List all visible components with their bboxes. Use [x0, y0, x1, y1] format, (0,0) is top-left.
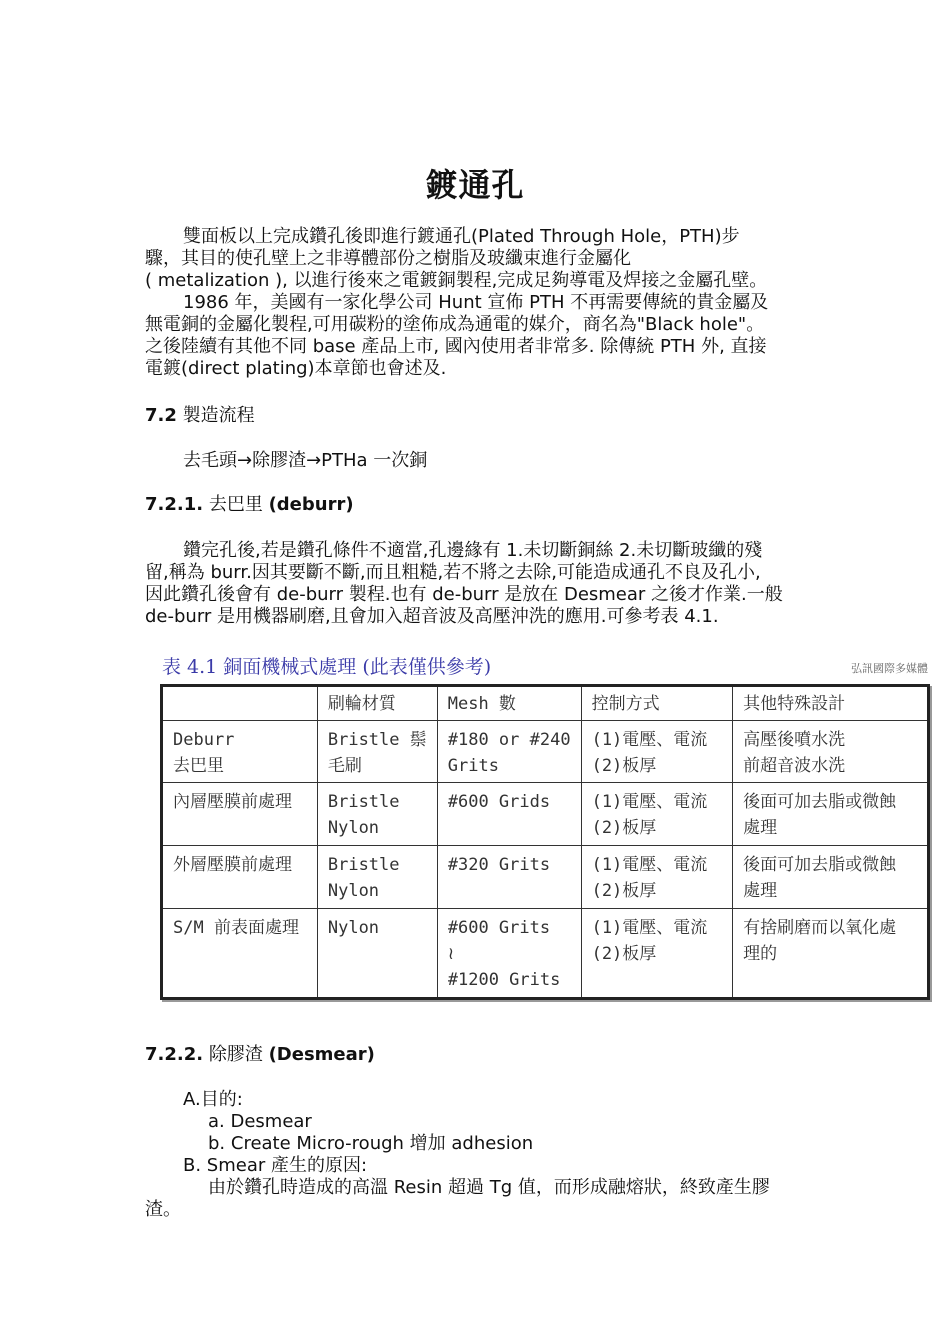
- header-cell: [162, 686, 318, 721]
- list-label-a: A.目的:: [183, 1089, 243, 1110]
- text-line: ( metalization ), 以進行後來之電鍍銅製程,完成足夠導電及焊接之金屬孔壁。: [145, 270, 768, 291]
- table-cell: [162, 720, 318, 783]
- header-cell: 刷輪材質: [317, 686, 437, 721]
- text-line: 因此鑽孔後會有 de-burr 製程.也有 de-burr 是放在 Desmear 之後才作業.一般: [145, 584, 783, 605]
- text-line: 之後陸續有其他不同 base 產品上市, 國內使用者非常多. 除傳統 PTH 外, 直接: [145, 336, 767, 357]
- cell-text: 理的: [743, 943, 778, 964]
- cell-text: (1)電壓、電流: [591, 917, 708, 938]
- cell-text: #600 Grits: [447, 917, 551, 938]
- table-cell: [437, 720, 581, 783]
- process-flow: 去毛頭→除膠渣→PTHa 一次銅: [183, 450, 428, 471]
- cell-text: #180 or #240: [447, 729, 571, 750]
- table-cell: [581, 783, 733, 846]
- page-title: 鍍通孔: [425, 166, 525, 204]
- table-cell: [317, 908, 437, 998]
- section-number: 7.2.2.: [145, 1044, 204, 1065]
- section-title-en: (deburr): [268, 494, 354, 515]
- text-line: 鑽完孔後,若是鑽孔條件不適當,孔邊緣有 1.未切斷銅絲 2.未切斷玻纖的殘: [183, 540, 763, 561]
- cell-text: (1)電壓、電流: [591, 729, 708, 750]
- cell-text: (2)板厚: [591, 818, 657, 839]
- cell-text: 前超音波水洗: [743, 755, 846, 776]
- section-heading-7-2-1: [145, 494, 354, 516]
- table-cell: [162, 846, 318, 909]
- cell-text: ≀: [447, 943, 455, 964]
- table-caption: 表 4.1 銅面機械式處理 (此表僅供參考): [162, 656, 492, 678]
- cell-text: 高壓後噴水洗: [743, 729, 846, 750]
- header-cell: 其他特殊設計: [733, 686, 929, 721]
- section-title-cn: 去巴里: [208, 494, 263, 515]
- cell-text: Bristle 鬃: [327, 729, 427, 750]
- copper-mechanical-treatment-table: [160, 684, 930, 1000]
- cell-text: 外層壓膜前處理: [173, 855, 292, 876]
- cell-text: Bristle: [327, 855, 400, 876]
- table-cell: [733, 783, 929, 846]
- cell-text: S/M 前表面處理: [173, 917, 299, 938]
- section-heading-7-2: [145, 405, 255, 427]
- table-cell: [317, 846, 437, 909]
- table-cell: [437, 846, 581, 909]
- list-label-b: B. Smear 產生的原因:: [183, 1155, 368, 1176]
- cell-text: 去巴里: [173, 755, 224, 776]
- cell-text: 後面可加去脂或微蝕: [743, 855, 897, 876]
- cell-text: Nylon: [327, 917, 380, 938]
- text-line: 渣。: [145, 1199, 181, 1220]
- intro-paragraph-2: [145, 292, 825, 380]
- cell-text: (1)電壓、電流: [591, 792, 708, 813]
- list-item: b. Create Micro-rough 增加 adhesion: [208, 1133, 534, 1154]
- table-cell: [581, 720, 733, 783]
- text-line: 無電銅的金屬化製程,可用碳粉的塗佈成為通電的媒介，商名為"Black hole"。: [145, 314, 765, 335]
- table-cell: [733, 908, 929, 998]
- text-line: 雙面板以上完成鑽孔後即進行鍍通孔(Plated Through Hole，PTH)步: [183, 226, 740, 247]
- text-line: 1986 年，美國有一家化學公司 Hunt 宣佈 PTH 不再需要傳統的貴金屬及: [183, 292, 769, 313]
- cell-text: #1200 Grits: [447, 969, 561, 990]
- table-cell: [162, 783, 318, 846]
- table-cell: [437, 783, 581, 846]
- table-credit: 弘訊國際多媒體: [851, 662, 928, 675]
- table-cell: [317, 783, 437, 846]
- text-line: de-burr 是用機器刷磨,且會加入超音波及高壓沖洗的應用.可參考表 4.1.: [145, 606, 719, 627]
- section-title: 製造流程: [182, 405, 255, 426]
- intro-paragraph-1: [145, 226, 825, 292]
- table-row: [162, 720, 929, 783]
- table-header-row: [162, 686, 929, 721]
- table-cell: [437, 908, 581, 998]
- deburr-paragraph: [145, 540, 825, 628]
- table-row: [162, 846, 929, 909]
- cell-text: Nylon: [327, 818, 380, 839]
- list-item: a. Desmear: [208, 1111, 312, 1132]
- cell-text: (1)電壓、電流: [591, 855, 708, 876]
- cell-text: Deburr: [173, 729, 235, 750]
- cell-text: Grits: [447, 755, 499, 776]
- section-number: 7.2.1.: [145, 494, 204, 515]
- header-cell: Mesh 數: [437, 686, 581, 721]
- cell-text: 有捨刷磨而以氧化處: [743, 917, 897, 938]
- section-heading-7-2-2: [145, 1044, 375, 1066]
- table-cell: [733, 720, 929, 783]
- cell-text: 毛刷: [327, 755, 362, 776]
- cell-text: #600 Grids: [447, 792, 551, 813]
- header-cell: 控制方式: [581, 686, 733, 721]
- cell-text: (2)板厚: [591, 943, 657, 964]
- table-cell: [317, 720, 437, 783]
- cell-text: Bristle: [327, 792, 400, 813]
- cell-text: 處理: [743, 818, 778, 839]
- desmear-list: [145, 1089, 825, 1221]
- section-number: 7.2: [145, 405, 177, 426]
- table-cell: [581, 908, 733, 998]
- cell-text: 處理: [743, 881, 778, 902]
- cell-text: (2)板厚: [591, 755, 657, 776]
- text-line: 驟，其目的使孔壁上之非導體部份之樹脂及玻纖束進行金屬化: [145, 248, 631, 269]
- cell-text: 後面可加去脂或微蝕: [743, 792, 897, 813]
- cell-text: (2)板厚: [591, 881, 657, 902]
- section-title-cn: 除膠渣: [208, 1044, 263, 1065]
- table-cell: [162, 908, 318, 998]
- cell-text: Nylon: [327, 881, 380, 902]
- text-line: 由於鑽孔時造成的高溫 Resin 超過 Tg 值，而形成融熔狀，終致產生膠: [208, 1177, 770, 1198]
- table-cell: [733, 846, 929, 909]
- table-cell: [581, 846, 733, 909]
- table-row: [162, 783, 929, 846]
- text-line: 電鍍(direct plating)本章節也會述及.: [145, 358, 447, 379]
- table-row: [162, 908, 929, 998]
- cell-text: 內層壓膜前處理: [173, 792, 292, 813]
- section-title-en: (Desmear): [268, 1044, 375, 1065]
- cell-text: #320 Grits: [447, 855, 551, 876]
- text-line: 留,稱為 burr.因其要斷不斷,而且粗糙,若不將之去除,可能造成通孔不良及孔小,: [145, 562, 761, 583]
